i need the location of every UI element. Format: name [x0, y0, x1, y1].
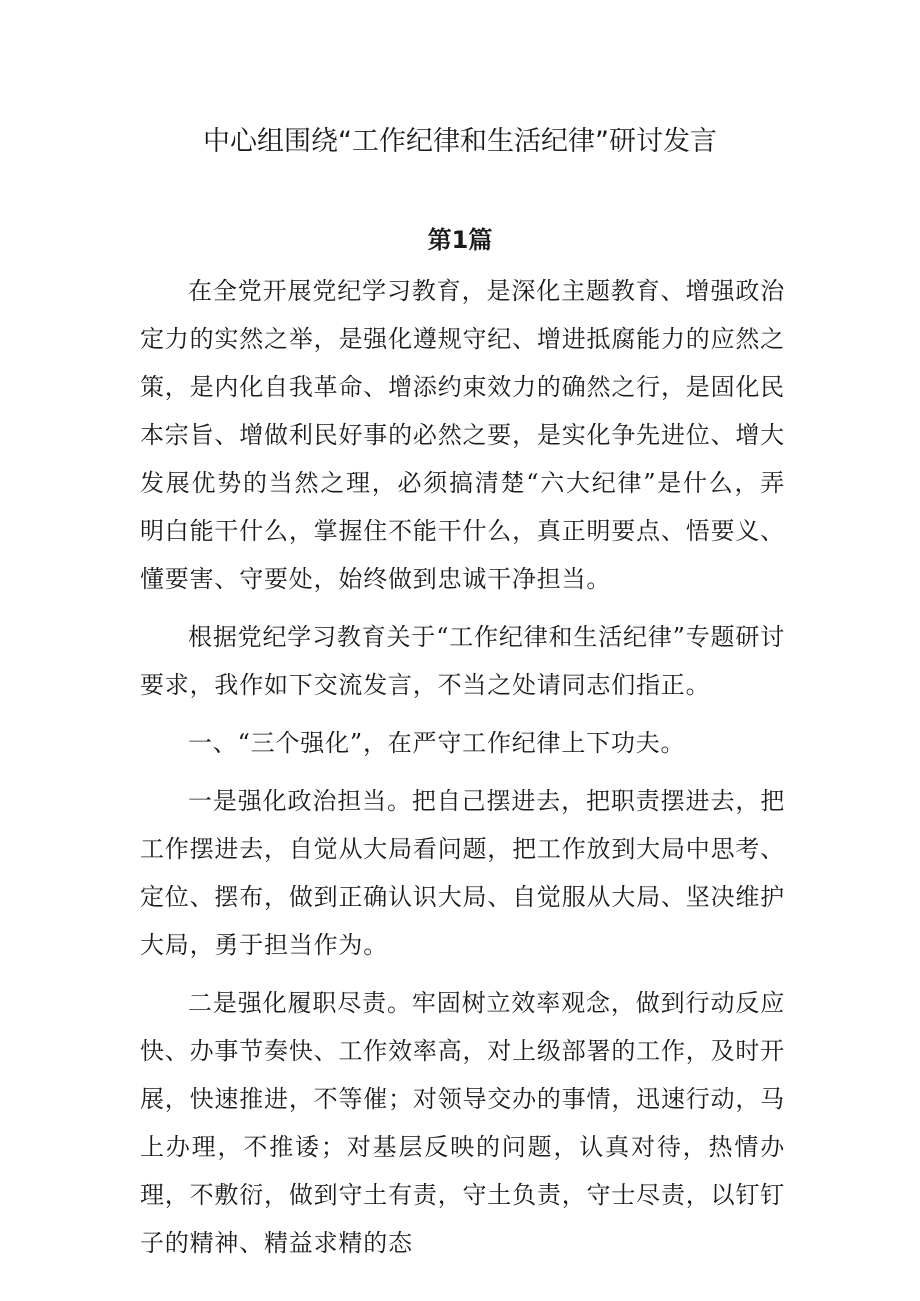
document-body: [140, 267, 785, 1277]
paragraph-point-one: 一是强化政治担当。把自己摆进去，把职责摆进去，把工作摆进去，自觉从大局看问题，把工作放到大局中思考、定位、摆布，做到正确认识大局、自觉服从大局、坚决维护大局，勇于担当作为。: [140, 787, 785, 959]
paragraph-purpose: 根据党纪学习教育关于“工作纪律和生活纪律”专题研讨要求，我作如下交流发言，不当之处请同志们指正。: [140, 623, 785, 699]
paragraph-heading-one: 一、“三个强化”，在严守工作纪律上下功夫。: [188, 729, 686, 757]
document-title: 中心组围绕“工作纪律和生活纪律”研讨发言: [203, 126, 717, 157]
section-heading: 第1篇: [427, 226, 493, 254]
paragraph-point-two: 二是强化履职尽责。牢固树立效率观念，做到行动反应快、办事节奏快、工作效率高，对上级部署的工作，及时开展，快速推进，不等催；对领导交办的事情，迅速行动，马上办理，不推诿；对基层反映的问题，认真对待，热情办理，不敷衍，做到守土有责，守土负责，守士尽责，以钉钉子的精神、精益求精的态: [140, 989, 785, 1257]
paragraph-intro: 在全党开展党纪学习教育，是深化主题教育、增强政治定力的实然之举，是强化遵规守纪、增进抵腐能力的应然之策，是内化自我革命、增添约束效力的确然之行，是固化民本宗旨、增做利民好事的必然之要，是实化争先进位、增大发展优势的当然之理，必须搞清楚“六大纪律”是什么，弄明白能干什么，掌握住不能干什么，真正明要点、悟要义、懂要害、守要处，始终做到忠诚干净担当。: [140, 277, 785, 593]
